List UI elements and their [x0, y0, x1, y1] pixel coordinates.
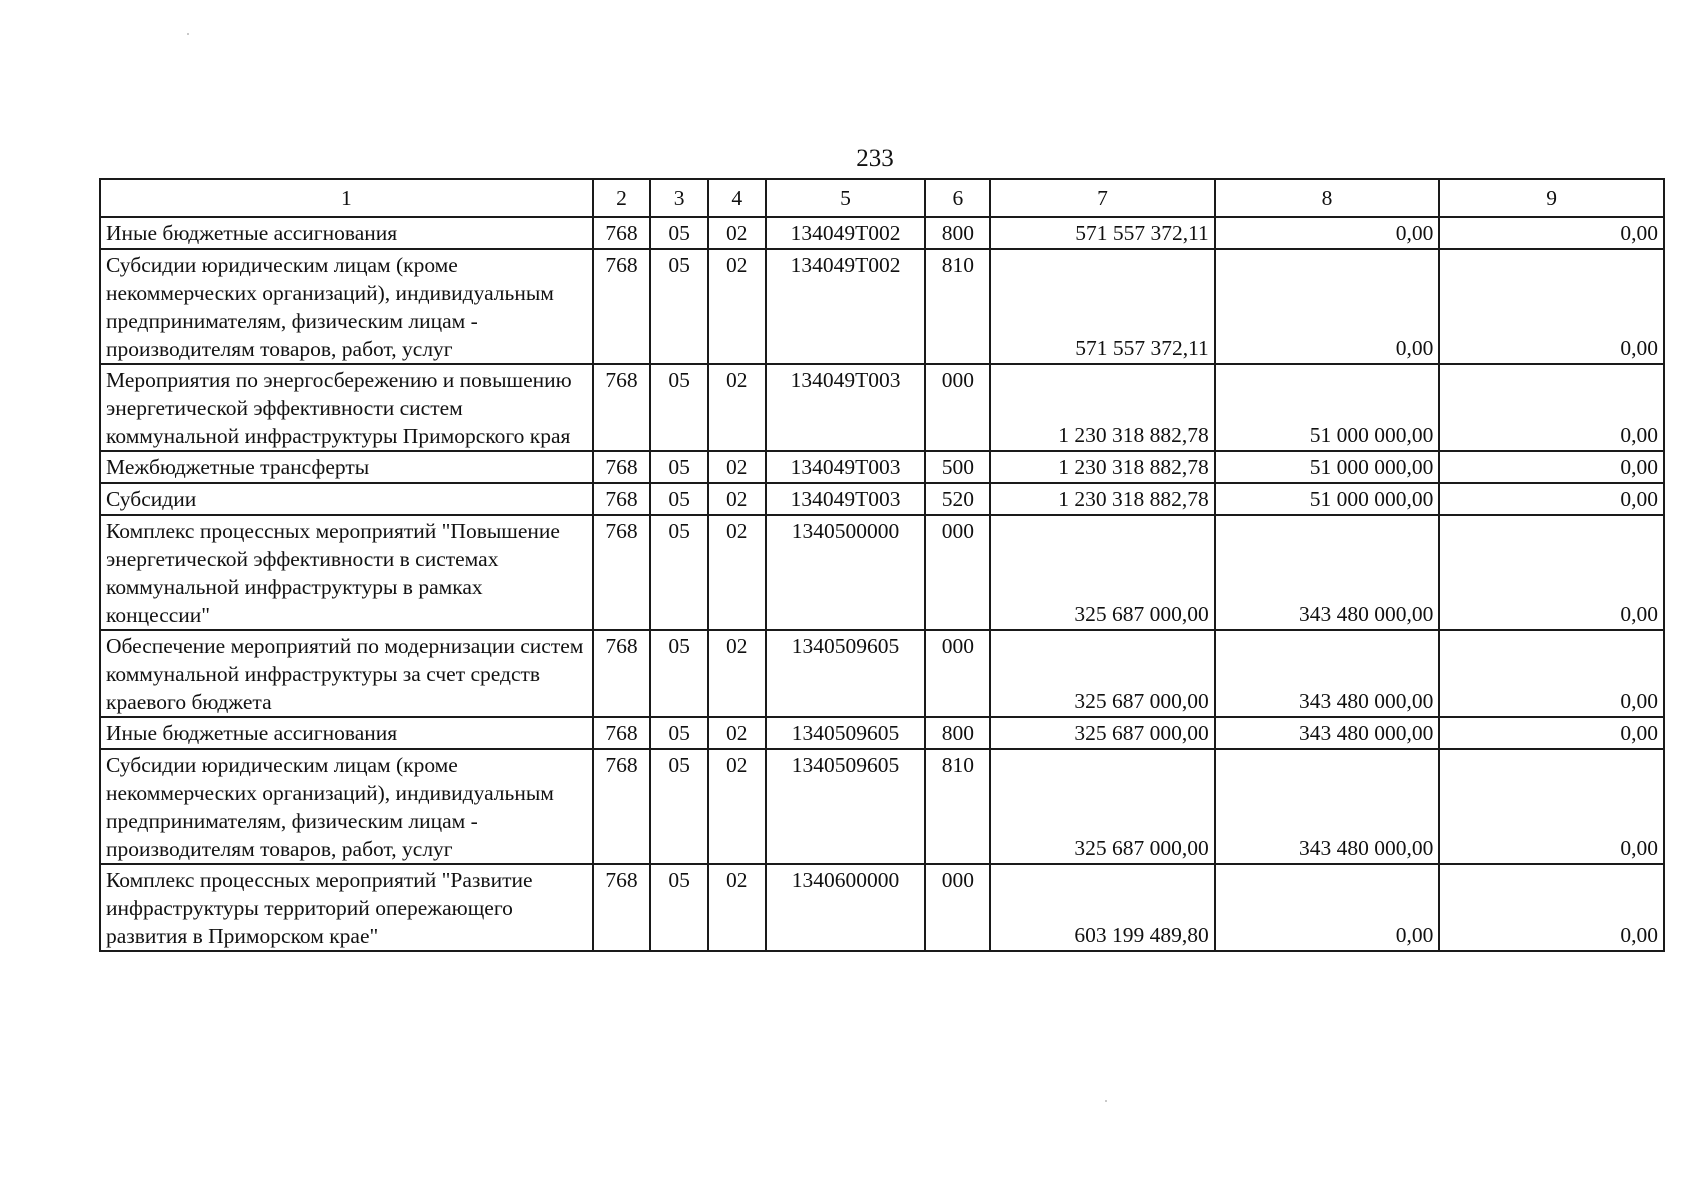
header-cell: 3: [650, 179, 708, 217]
item-name-cell: Субсидии юридическим лицам (кроме некоммерческих организаций), индивидуальным предпринимателям, физическим лицам - производителям товаров, работ, услуг: [100, 749, 593, 864]
column-number-header-row: [100, 179, 1664, 217]
amount-col8-cell: 51 000 000,00: [1215, 364, 1440, 451]
target-article-cell: 1340509605: [766, 749, 926, 864]
expense-type-cell: 800: [925, 717, 990, 749]
subsection-code-cell: 02: [708, 864, 766, 951]
item-name-cell: Межбюджетные трансферты: [100, 451, 593, 483]
target-article-cell: 134049T003: [766, 451, 926, 483]
section-code-cell: 05: [650, 749, 708, 864]
amount-col8-cell: 343 480 000,00: [1215, 515, 1440, 630]
scan-speck: [187, 33, 189, 35]
section-code-cell: 05: [650, 630, 708, 717]
ministry-code-cell: 768: [593, 630, 651, 717]
amount-col8-cell: 343 480 000,00: [1215, 630, 1440, 717]
header-cell: 7: [990, 179, 1215, 217]
amount-col7-cell: 1 230 318 882,78: [990, 451, 1215, 483]
target-article-cell: 134049T002: [766, 249, 926, 364]
amount-col7-cell: 1 230 318 882,78: [990, 364, 1215, 451]
section-code-cell: 05: [650, 451, 708, 483]
expense-type-cell: 000: [925, 630, 990, 717]
target-article-cell: 1340600000: [766, 864, 926, 951]
section-code-cell: 05: [650, 217, 708, 249]
ministry-code-cell: 768: [593, 217, 651, 249]
expense-type-cell: 500: [925, 451, 990, 483]
amount-col9-cell: 0,00: [1439, 749, 1664, 864]
header-cell: 4: [708, 179, 766, 217]
header-cell: 1: [100, 179, 593, 217]
header-cell: 9: [1439, 179, 1664, 217]
table-row: [100, 749, 1664, 864]
section-code-cell: 05: [650, 717, 708, 749]
amount-col8-cell: 51 000 000,00: [1215, 451, 1440, 483]
amount-col8-cell: 343 480 000,00: [1215, 749, 1440, 864]
ministry-code-cell: 768: [593, 451, 651, 483]
ministry-code-cell: 768: [593, 864, 651, 951]
subsection-code-cell: 02: [708, 749, 766, 864]
item-name-cell: Субсидии юридическим лицам (кроме некоммерческих организаций), индивидуальным предпринимателям, физическим лицам - производителям товаров, работ, услуг: [100, 249, 593, 364]
expense-type-cell: 000: [925, 864, 990, 951]
table-row: [100, 217, 1664, 249]
header-cell: 6: [925, 179, 990, 217]
header-cell: 5: [766, 179, 926, 217]
item-name-cell: Иные бюджетные ассигнования: [100, 717, 593, 749]
amount-col7-cell: 325 687 000,00: [990, 749, 1215, 864]
header-cell: 8: [1215, 179, 1440, 217]
expense-type-cell: 000: [925, 515, 990, 630]
subsection-code-cell: 02: [708, 451, 766, 483]
section-code-cell: 05: [650, 864, 708, 951]
item-name-cell: Комплекс процессных мероприятий "Развитие инфраструктуры территорий опережающего развития в Приморском крае": [100, 864, 593, 951]
subsection-code-cell: 02: [708, 249, 766, 364]
item-name-cell: Комплекс процессных мероприятий "Повышение энергетической эффективности в системах коммунальной инфраструктуры в рамках концессии": [100, 515, 593, 630]
table-row: [100, 717, 1664, 749]
amount-col8-cell: 0,00: [1215, 217, 1440, 249]
section-code-cell: 05: [650, 249, 708, 364]
section-code-cell: 05: [650, 364, 708, 451]
table-row: [100, 483, 1664, 515]
item-name-cell: Иные бюджетные ассигнования: [100, 217, 593, 249]
amount-col7-cell: 603 199 489,80: [990, 864, 1215, 951]
target-article-cell: 134049T003: [766, 364, 926, 451]
target-article-cell: 134049T003: [766, 483, 926, 515]
subsection-code-cell: 02: [708, 364, 766, 451]
amount-col8-cell: 51 000 000,00: [1215, 483, 1440, 515]
amount-col9-cell: 0,00: [1439, 864, 1664, 951]
amount-col9-cell: 0,00: [1439, 217, 1664, 249]
amount-col9-cell: 0,00: [1439, 515, 1664, 630]
amount-col8-cell: 0,00: [1215, 864, 1440, 951]
table-row: [100, 451, 1664, 483]
ministry-code-cell: 768: [593, 249, 651, 364]
amount-col7-cell: 571 557 372,11: [990, 217, 1215, 249]
subsection-code-cell: 02: [708, 717, 766, 749]
subsection-code-cell: 02: [708, 217, 766, 249]
amount-col8-cell: 343 480 000,00: [1215, 717, 1440, 749]
table-row: [100, 864, 1664, 951]
section-code-cell: 05: [650, 515, 708, 630]
amount-col9-cell: 0,00: [1439, 249, 1664, 364]
target-article-cell: 1340500000: [766, 515, 926, 630]
ministry-code-cell: 768: [593, 717, 651, 749]
ministry-code-cell: 768: [593, 749, 651, 864]
target-article-cell: 134049T002: [766, 217, 926, 249]
ministry-code-cell: 768: [593, 483, 651, 515]
amount-col9-cell: 0,00: [1439, 451, 1664, 483]
expense-type-cell: 000: [925, 364, 990, 451]
amount-col9-cell: 0,00: [1439, 630, 1664, 717]
expense-type-cell: 800: [925, 217, 990, 249]
table-body: [100, 179, 1664, 951]
expense-type-cell: 810: [925, 249, 990, 364]
amount-col9-cell: 0,00: [1439, 717, 1664, 749]
subsection-code-cell: 02: [708, 630, 766, 717]
amount-col7-cell: 571 557 372,11: [990, 249, 1215, 364]
table-row: [100, 630, 1664, 717]
item-name-cell: Обеспечение мероприятий по модернизации систем коммунальной инфраструктуры за счет средств краевого бюджета: [100, 630, 593, 717]
table-row: [100, 249, 1664, 364]
subsection-code-cell: 02: [708, 515, 766, 630]
header-cell: 2: [593, 179, 651, 217]
amount-col7-cell: 325 687 000,00: [990, 717, 1215, 749]
amount-col7-cell: 1 230 318 882,78: [990, 483, 1215, 515]
budget-table: [99, 178, 1665, 952]
scan-speck: [1105, 1100, 1107, 1102]
target-article-cell: 1340509605: [766, 630, 926, 717]
item-name-cell: Мероприятия по энергосбережению и повышению энергетической эффективности систем коммунальной инфраструктуры Приморского края: [100, 364, 593, 451]
expense-type-cell: 810: [925, 749, 990, 864]
table-row: [100, 364, 1664, 451]
ministry-code-cell: 768: [593, 515, 651, 630]
expense-type-cell: 520: [925, 483, 990, 515]
item-name-cell: Субсидии: [100, 483, 593, 515]
amount-col7-cell: 325 687 000,00: [990, 630, 1215, 717]
page-number: 233: [856, 145, 894, 172]
amount-col9-cell: 0,00: [1439, 364, 1664, 451]
target-article-cell: 1340509605: [766, 717, 926, 749]
section-code-cell: 05: [650, 483, 708, 515]
ministry-code-cell: 768: [593, 364, 651, 451]
amount-col9-cell: 0,00: [1439, 483, 1664, 515]
table-row: [100, 515, 1664, 630]
subsection-code-cell: 02: [708, 483, 766, 515]
amount-col7-cell: 325 687 000,00: [990, 515, 1215, 630]
amount-col8-cell: 0,00: [1215, 249, 1440, 364]
